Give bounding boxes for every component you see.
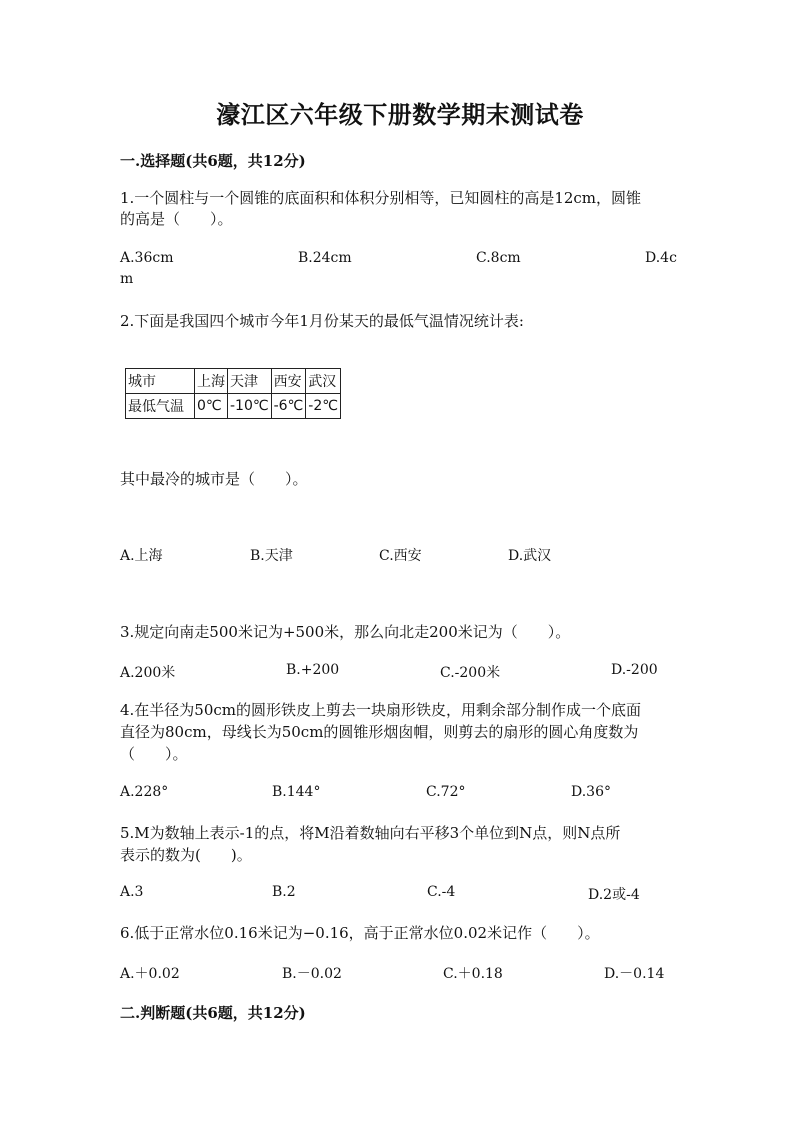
question-5-text-cont: 表示的数为( )。	[120, 846, 252, 864]
question-4-text-cont-2: （ ）。	[120, 745, 188, 763]
q6-option-c: C.＋0.18	[443, 966, 503, 982]
q3-option-b: B.+200	[286, 662, 340, 678]
temperature-table	[125, 368, 341, 419]
table-cell: 城市	[126, 369, 195, 394]
q1-option-a: A.36cm	[120, 250, 174, 266]
q5-option-a: A.3	[120, 884, 144, 900]
q4-option-a: A.228°	[120, 784, 169, 800]
table-cell: -10℃	[228, 394, 272, 419]
question-2-prompt: 其中最冷的城市是（ ）。	[120, 470, 308, 488]
q5-option-c: C.-4	[427, 884, 456, 900]
question-6-text: 6.低于正常水位0.16米记为−0.16，高于正常水位0.02米记作（ ）。	[120, 924, 600, 942]
question-4-text-cont: 直径为80cm，母线长为50cm的圆锥形烟囱帽，则剪去的扇形的圆心角度数为	[120, 723, 639, 741]
q4-option-b: B.144°	[272, 784, 321, 800]
section-heading-choice: 一.选择题(共6题，共12分)	[120, 152, 306, 170]
q2-option-c: C.西安	[379, 548, 422, 564]
table-row	[126, 394, 341, 419]
q5-option-b: B.2	[272, 884, 296, 900]
question-1-text: 1.一个圆柱与一个圆锥的底面积和体积分别相等，已知圆柱的高是12cm，圆锥	[120, 189, 642, 207]
section-heading-judgement: 二.判断题(共6题，共12分)	[120, 1004, 306, 1022]
question-3-text: 3.规定向南走500米记为+500米，那么向北走200米记为（ ）。	[120, 623, 571, 641]
table-cell: -6℃	[271, 394, 306, 419]
q1-option-c: C.8cm	[476, 250, 521, 266]
q4-option-c: C.72°	[426, 784, 466, 800]
q1-option-d-cont: m	[120, 271, 134, 287]
question-4-text: 4.在半径为50cm的圆形铁皮上剪去一块扇形铁皮，用剩余部分制作成一个底面	[120, 701, 642, 719]
table-cell: 天津	[228, 369, 272, 394]
table-cell: 0℃	[195, 394, 228, 419]
table-cell: 西安	[271, 369, 306, 394]
q2-option-a: A.上海	[120, 548, 163, 564]
q2-option-d: D.武汉	[508, 548, 552, 564]
q1-option-b: B.24cm	[298, 250, 352, 266]
question-5-text: 5.M为数轴上表示-1的点，将M沿着数轴向右平移3个单位到N点，则N点所	[120, 824, 621, 842]
page-title: 濠江区六年级下册数学期末测试卷	[216, 100, 584, 129]
table-cell: 最低气温	[126, 394, 195, 419]
table-row	[126, 369, 341, 394]
table-cell: 上海	[195, 369, 228, 394]
table-cell: -2℃	[306, 394, 341, 419]
q6-option-b: B.－0.02	[282, 966, 342, 982]
q5-option-d: D.2或-4	[588, 887, 640, 903]
q2-option-b: B.天津	[250, 548, 293, 564]
question-2-text: 2.下面是我国四个城市今年1月份某天的最低气温情况统计表:	[120, 312, 524, 330]
q1-option-d: D.4c	[645, 250, 677, 266]
table-cell: 武汉	[306, 369, 341, 394]
q6-option-d: D.－0.14	[604, 966, 665, 982]
q4-option-d: D.36°	[571, 784, 611, 800]
q3-option-c: C.-200米	[440, 665, 501, 681]
question-1-text-cont: 的高是（ ）。	[120, 210, 233, 228]
q6-option-a: A.＋0.02	[120, 966, 180, 982]
q3-option-d: D.-200	[611, 662, 658, 678]
q3-option-a: A.200米	[120, 665, 176, 681]
